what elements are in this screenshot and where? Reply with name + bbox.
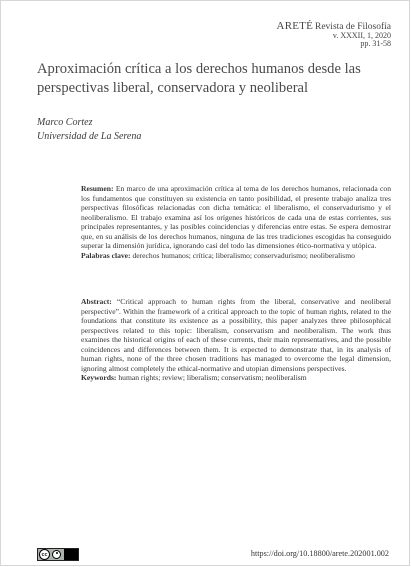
- journal-subtitle: Revista de Filosofía: [315, 22, 391, 32]
- cc-icon: cc: [39, 549, 50, 560]
- author-block: [37, 116, 141, 144]
- journal-volume: v. XXXII, 1, 2020: [332, 30, 391, 40]
- license-strip: [64, 549, 78, 560]
- attribution-person-icon: [52, 550, 61, 559]
- keywords-en-text: human rights; review; liberalism; conservatism; neoliberalism: [118, 373, 307, 382]
- journal-header: [277, 22, 391, 49]
- keywords-es-text: derechos humanos; crítica; liberalismo; conservadurismo; neoliberalismo: [132, 250, 355, 260]
- abstract-en-text: “Critical approach to human rights from the liberal, conservative and neoliberal perspective”. Within the framework of a critical approach to the topic of human rights, related to the foundations that constitute its existence as a possibility, this paper analyzes three philosophical perspectives related to this topic: liberalism, conservatism and neoliberalism. The work thus examines the historical origins of each of these currents, their main representatives, and the possible coincidences and differences between them. It is expected to demonstrate that, in its analysis of human rights, none of the three chosen traditions has managed to overcome the legal dimension, ignoring almost completely the ethical-normative and utopian dimensions perspectives.: [81, 297, 391, 373]
- abstract-es-text: En marco de una aproximación crítica al tema de los derechos humanos, relacionada con los fundamentos que constituyen su existencia en tanto posibilidad, el presente trabajo analiza tres perspectivas filosóficas relacionadas con dicha temática: el liberalismo, el conservadurismo y el neoliberalismo. El trabajo examina así los orígenes históricos de cada una de estas corrientes, sus principales representantes, y las posibles coincidencias y diferencias entre estas. Se espera demostrar que, en su análisis de los derechos humanos, ninguna de las tres tradiciones escogidas ha conseguido superar la dimensión jurídica, ignorando casi del todo las dimensiones ético-normativa y utópica.: [81, 184, 391, 250]
- journal-pages: pp. 31-58: [360, 39, 391, 49]
- author-affiliation: Universidad de La Serena: [37, 131, 142, 142]
- keywords-en: [81, 373, 391, 383]
- abstract-spanish: [81, 184, 391, 260]
- journal-name: ARETÉ: [276, 20, 313, 32]
- page-footer: [37, 548, 389, 562]
- article-title: Aproximación crítica a los derechos humanos desde las perspectivas liberal, conservadora y neoliberal: [37, 61, 361, 96]
- abstract-es-label: Resumen:: [81, 184, 114, 193]
- keywords-es-label: Palabras clave:: [81, 250, 131, 260]
- cc-by-license-icon[interactable]: [37, 548, 79, 561]
- keywords-en-label: Keywords:: [81, 373, 117, 382]
- author-name: Marco Cortez: [37, 117, 93, 128]
- abstract-english: [81, 297, 391, 383]
- doi-link[interactable]: https://doi.org/10.18800/arete.202001.002: [250, 549, 389, 558]
- abstract-en-label: Abstract:: [81, 297, 112, 306]
- keywords-es: [81, 251, 391, 261]
